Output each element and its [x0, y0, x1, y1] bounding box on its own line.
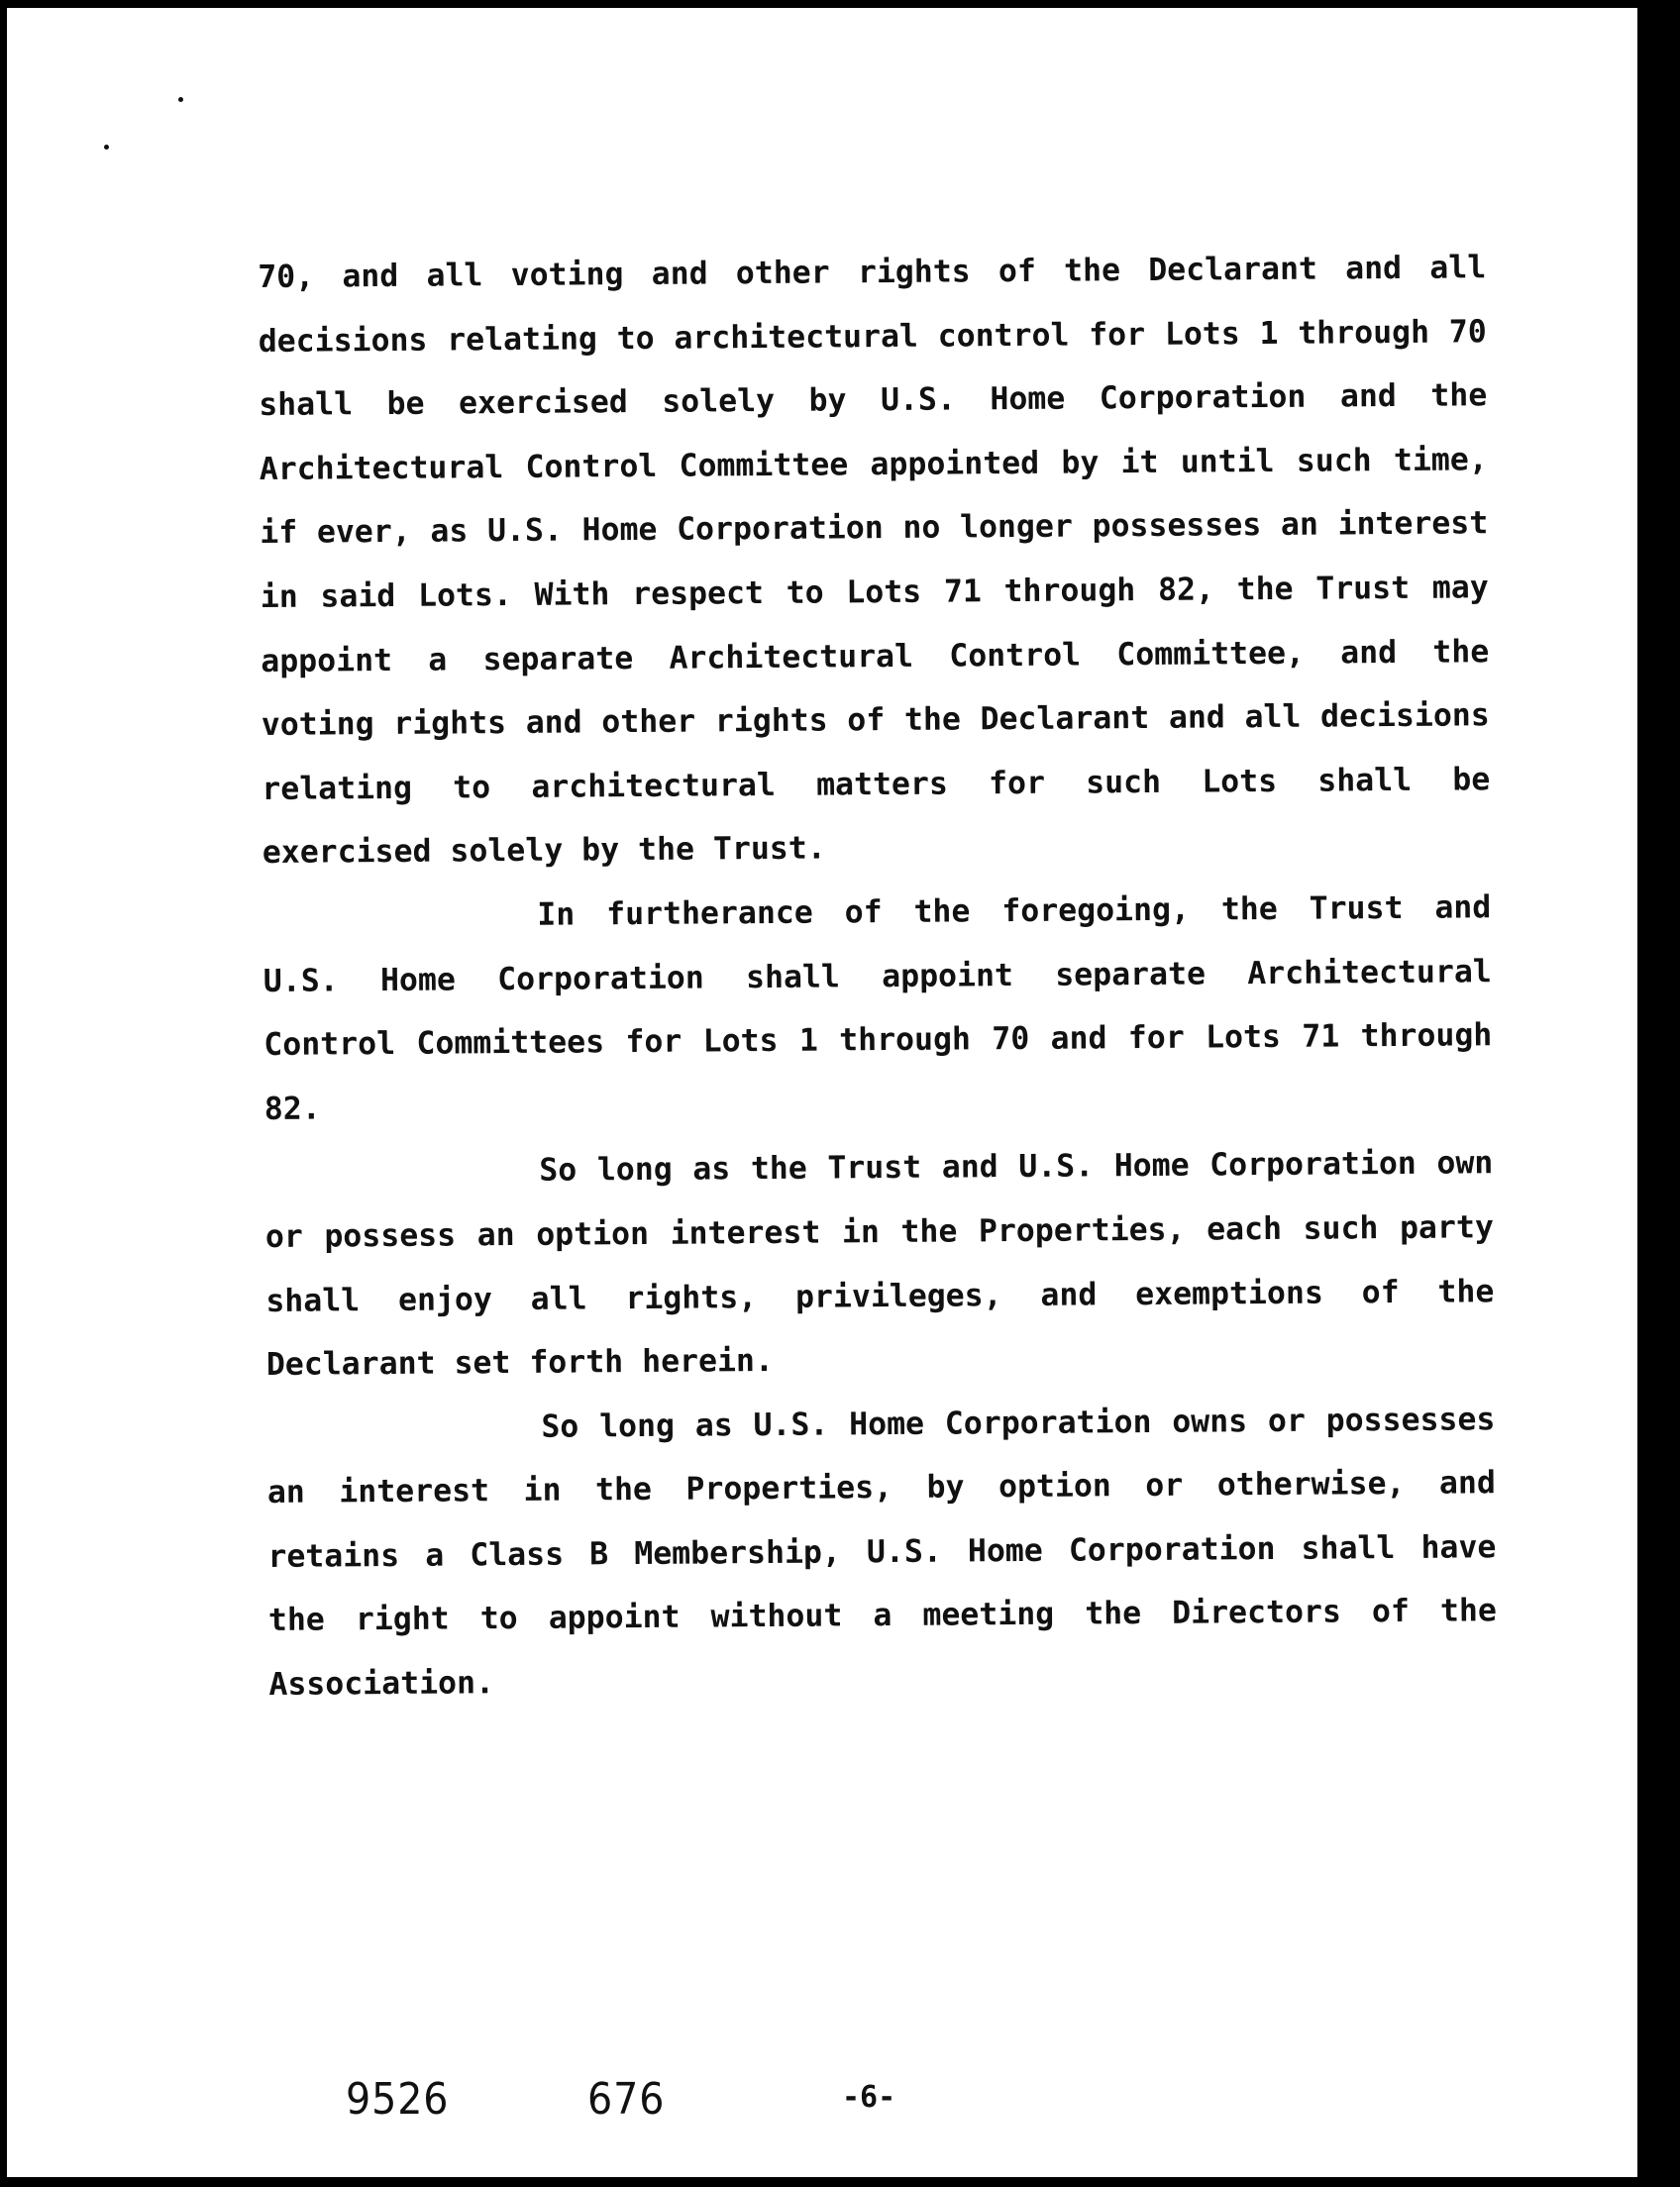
scan-speck [178, 97, 183, 102]
paragraph-trust-rights: So long as the Trust and U.S. Home Corporation own or possess an option interest in the Properties, each such party shall enjoy all rights, privileges, and exemptions of the Declarant set forth herein. [264, 1145, 1495, 1384]
document-page [7, 8, 1637, 2177]
document-code-right: 676 [587, 2074, 666, 2125]
page-number: -6- [842, 2080, 896, 2115]
document-code-left: 9526 [346, 2074, 450, 2125]
paragraph-furtherance: In furtherance of the foregoing, the Trust and U.S. Home Corporation shall appoint separate Architectural Control Committees for Lots 1 through 70 and for Lots 71 through 82. [262, 889, 1493, 1127]
paragraph-directors: So long as U.S. Home Corporation owns or possesses an interest in the Properties, by option or otherwise, and retains a Class B Membership, U.S. Home Corporation shall have the right to appoint without a meeting the Directors of the Association. [266, 1401, 1498, 1704]
body-text [258, 236, 1498, 1717]
paragraph-continuation: 70, and all voting and other rights of the Declarant and all decisions relating to architectural control for Lots 1 through 70 shall be exercised solely by U.S. Home Corporation and the Architectural Control Committee appointed by it until such time, if ever, as U.S. Home Corporation no longer possesses an interest in said Lots. With respect to Lots 71 through 82, the Trust may appoint a separate Architectural Control Committee, and the voting rights and other rights of the Declarant and all decisions relating to architectural matters for such Lots shall be exercised solely by the Trust. [258, 250, 1491, 872]
scan-speck [104, 145, 109, 150]
